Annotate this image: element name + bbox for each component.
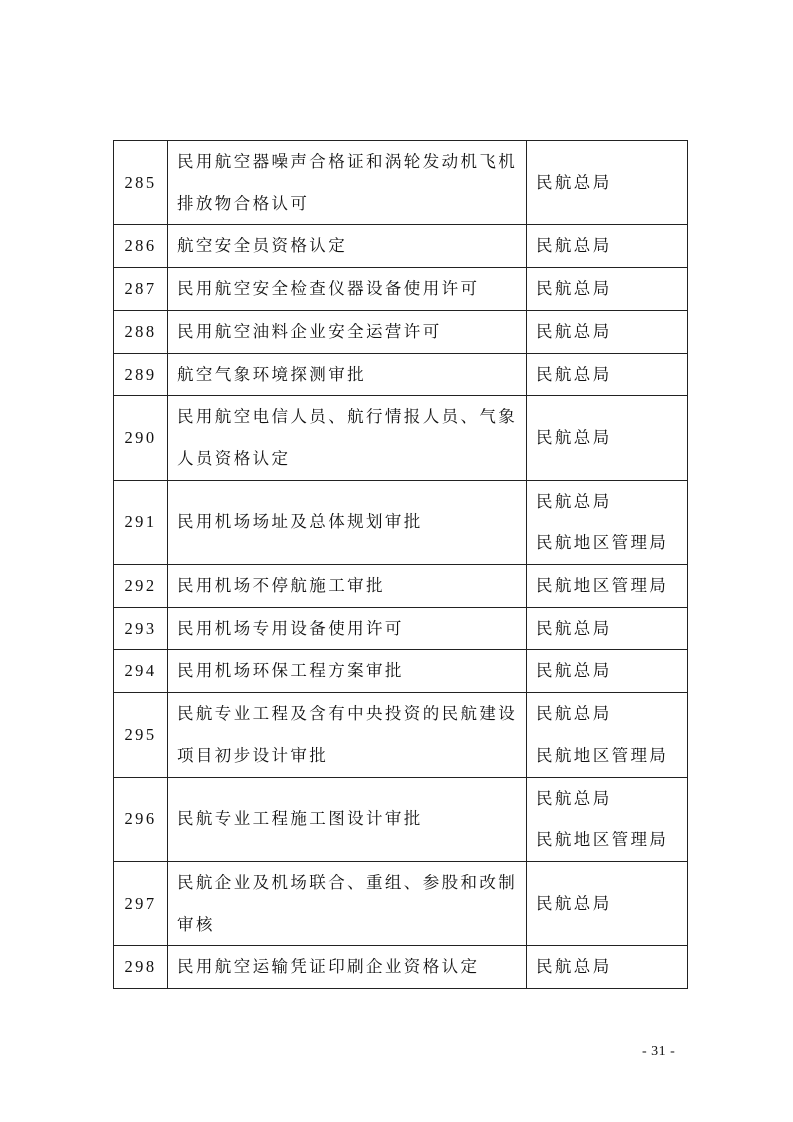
approval-item-text: 民用航空器噪声合格证和涡轮发动机飞机 [177,152,518,171]
table-row [114,141,688,225]
table-row [114,693,688,777]
authority-text: 民航总局 [536,893,612,913]
approval-item-text: 民用航空安全检查仪器设备使用许可 [177,279,480,299]
approval-item-cell [168,353,527,396]
approval-item-cell [168,225,527,268]
authority-text: 民航总局 [536,321,612,341]
authority-text: 民航总局 [536,236,612,256]
authority-cell [527,268,688,311]
approval-item-cell [168,861,527,945]
authority-text: 民航地区管理局 [536,533,669,553]
approval-item-text: 民用航空油料企业安全运营许可 [177,321,442,341]
row-number-cell: 288 [114,310,168,353]
approval-item-text: 民用机场场址及总体规划审批 [177,512,423,532]
table-row [114,565,688,608]
approval-item-cell [168,141,527,225]
approval-item-text: 民用航空电信人员、航行情报人员、气象 [177,407,518,427]
authority-text: 民航地区管理局 [536,576,669,596]
authority-cell [527,693,688,777]
row-number-cell: 296 [114,777,168,861]
authority-text: 民航总局 [536,491,612,511]
authority-cell [527,141,688,225]
authority-cell [527,946,688,989]
row-number-cell: 286 [114,225,168,268]
authority-cell [527,777,688,861]
approval-item-text: 民用机场环保工程方案审批 [177,661,404,681]
authority-cell [527,607,688,650]
authority-text: 民航总局 [536,618,612,638]
approval-item-cell [168,480,527,564]
table-row [114,268,688,311]
table-body [114,141,688,989]
table-row [114,225,688,268]
authority-text: 民航地区管理局 [536,745,669,765]
row-number-cell: 285 [114,141,168,225]
authority-text: 民航总局 [536,704,612,724]
authority-text: 民航总局 [536,428,612,448]
table-row [114,396,688,480]
table-row [114,861,688,945]
table-row [114,353,688,396]
authority-cell [527,565,688,608]
row-number-cell: 291 [114,480,168,564]
approval-item-text: 民用机场专用设备使用许可 [177,618,404,638]
page-number: - 31 - [642,1044,676,1059]
table-row [114,777,688,861]
approval-item-cell [168,268,527,311]
row-number-cell: 293 [114,607,168,650]
approval-item-cell [168,565,527,608]
authority-cell [527,353,688,396]
approval-item-text: 航空气象环境探测审批 [177,364,366,384]
approval-item-cell [168,777,527,861]
approval-item-text: 民用航空运输凭证印刷企业资格认定 [177,957,480,977]
approval-item-cell [168,607,527,650]
approval-item-text: 民航专业工程及含有中央投资的民航建设 [177,704,518,724]
row-number-cell: 298 [114,946,168,989]
table-row [114,607,688,650]
authority-text: 民航总局 [536,279,612,299]
row-number-cell: 287 [114,268,168,311]
authority-cell [527,480,688,564]
approval-item-text: 排放物合格认可 [177,193,310,213]
row-number-cell: 297 [114,861,168,945]
approval-item-text: 航空安全员资格认定 [177,236,348,256]
authority-cell [527,225,688,268]
table-row [114,946,688,989]
approval-item-text: 人员资格认定 [177,448,291,468]
approval-item-cell [168,693,527,777]
authority-text: 民航总局 [536,788,612,808]
row-number-cell: 289 [114,353,168,396]
authority-text: 民航地区管理局 [536,830,669,850]
table-row [114,310,688,353]
approval-item-text: 民航专业工程施工图设计审批 [177,809,423,829]
approval-item-cell [168,396,527,480]
authority-cell [527,310,688,353]
authority-text: 民航总局 [536,172,612,192]
authority-cell [527,396,688,480]
approval-item-cell [168,310,527,353]
approval-item-cell [168,946,527,989]
row-number-cell: 295 [114,693,168,777]
authority-text: 民航总局 [536,364,612,384]
table-row [114,650,688,693]
approval-item-text: 民用机场不停航施工审批 [177,576,385,596]
row-number-cell: 294 [114,650,168,693]
table-row [114,480,688,564]
approval-item-text: 项目初步设计审批 [177,745,329,765]
approval-item-text: 审核 [177,914,215,934]
authority-text: 民航总局 [536,661,612,681]
authority-cell [527,861,688,945]
row-number-cell: 290 [114,396,168,480]
approval-item-cell [168,650,527,693]
authority-text: 民航总局 [536,957,612,977]
approval-item-text: 民航企业及机场联合、重组、参股和改制 [177,872,518,892]
authority-cell [527,650,688,693]
approval-items-table [113,140,688,989]
row-number-cell: 292 [114,565,168,608]
